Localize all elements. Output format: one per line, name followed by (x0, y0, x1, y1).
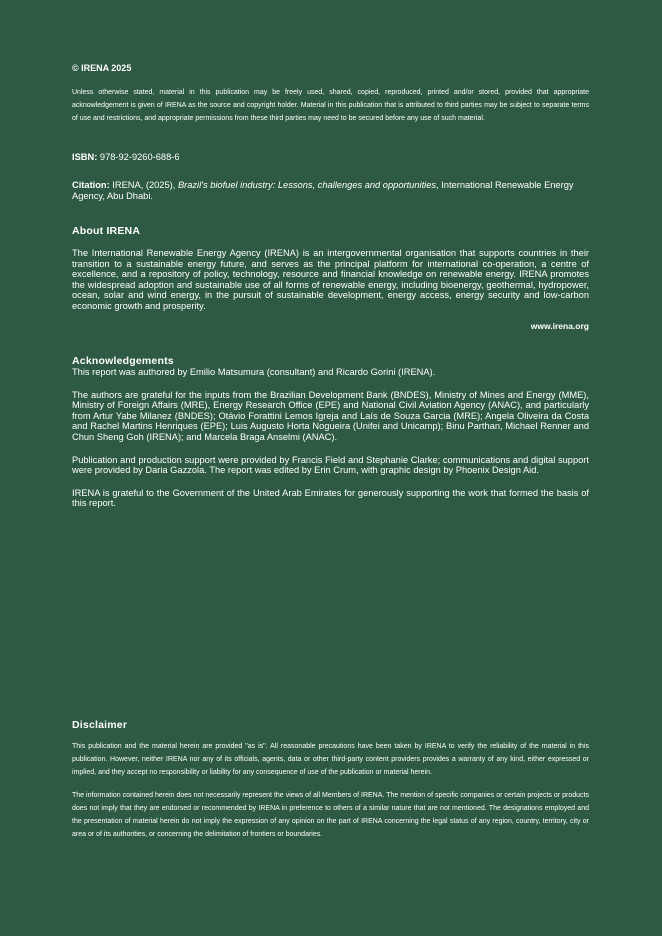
disclaimer-paragraph: The information contained herein does not necessarily represent the views of all Members of IRENA. The mention of specific companies or certain projects or products does not imply that they are endorsed or recommended by IRENA in preference to others of a similar nature that are not mentioned. The designations employed and the presentation of material herein do not imply the expression of any opinion on the part of IRENA concerning the legal status of any region, country, territory, city or area or of its authorities, or concerning the delimitation of frontiers or boundaries. (72, 792, 589, 838)
citation-suffix: , International Renewable Energy Agency, Abu Dhabi. (72, 180, 574, 201)
about-heading: About IRENA (72, 225, 141, 237)
isbn-line (72, 152, 589, 162)
disclaimer-section (72, 740, 589, 841)
disclaimer-paragraph: This publication and the material herein are provided "as is". All reasonable precautions have been taken by IRENA to verify the reliability of the material in this publication. However, neither IRENA nor any of its officials, agents, data or other third-party content providers provides a warranty of any kind, either expressed or implied, and they accept no responsibility or liability for any consequence of use of the publication or material herein. (72, 743, 589, 776)
copyright-notice: © IRENA 2025 (72, 63, 132, 73)
ack-paragraph: Publication and production support were provided by Francis Field and Stephanie Clarke; communications and digital support were provided by Daria Gazzola. The report was edited by Erin Crum, with graphic design by Phoenix Design Aid. (72, 454, 589, 476)
citation (72, 180, 589, 201)
rights-text: Unless otherwise stated, material in this publication may be freely used, shared, copied, reproduced, printed and/or stored, provided that appropriate acknowledgement is given of IRENA as the source and copyright holder. Material in this publication that is attributed to third parties may be subject to separate terms of use and restrictions, and appropriate permissions from these third parties may need to be secured before any use of such material. (72, 89, 589, 122)
isbn-value: 978-92-9260-688-6 (99, 152, 180, 162)
ack-paragraph: The authors are grateful for the inputs from the Brazilian Development Bank (BNDES), Ministry of Mines and Energy (MME), Ministry of Foreign Affairs (MRE), Energy Research Office (EPE) and National Civil Aviation Agency (ANAC), and particularly from Artur Yabe Milanez (BNDES); Otávio Forattini Lemos Igreja and Laís de Souza Garcia (MRE); Angela Oliveira da Costa and Rachel Martins Henriques (EPE); Luis Augusto Horta Nogueira (Unifei and Unicamp); Binu Parthan, Michael Renner and Chun Sheng Goh (IRENA); and Marcela Braga Anselmi (ANAC). (72, 389, 589, 442)
ack-paragraph: IRENA is grateful to the Government of the United Arab Emirates for generously supporting the work that formed the basis of this report. (72, 487, 589, 509)
acknowledgements-heading: Acknowledgements (72, 355, 174, 367)
website-link[interactable]: www.irena.org (530, 321, 589, 331)
citation-label: Citation: (72, 180, 110, 190)
about-text: The International Renewable Energy Agency (IRENA) is an intergovernmental organisation that supports countries in their transition to a sustainable energy future, and serves as the principal platform for international co-operation, a centre of excellence, and a repository of policy, technology, resource and financial knowledge on renewable energy. IRENA promotes the widespread adoption and sustainable use of all forms of renewable energy, including bioenergy, geothermal, hydropower, ocean, solar and wind energy, in the pursuit of sustainable development, energy access, energy security and low-carbon economic growth and prosperity. (72, 248, 589, 311)
acknowledgements-section (72, 355, 589, 509)
ack-paragraph: This report was authored by Emilio Matsumura (consultant) and Ricardo Gorini (IRENA). (72, 367, 436, 377)
citation-title: Brazil's biofuel industry: Lessons, challenges and opportunities (177, 180, 437, 190)
disclaimer-heading: Disclaimer (72, 719, 128, 731)
citation-prefix: IRENA, (2025), (112, 180, 176, 190)
isbn-label: ISBN: (72, 152, 98, 162)
